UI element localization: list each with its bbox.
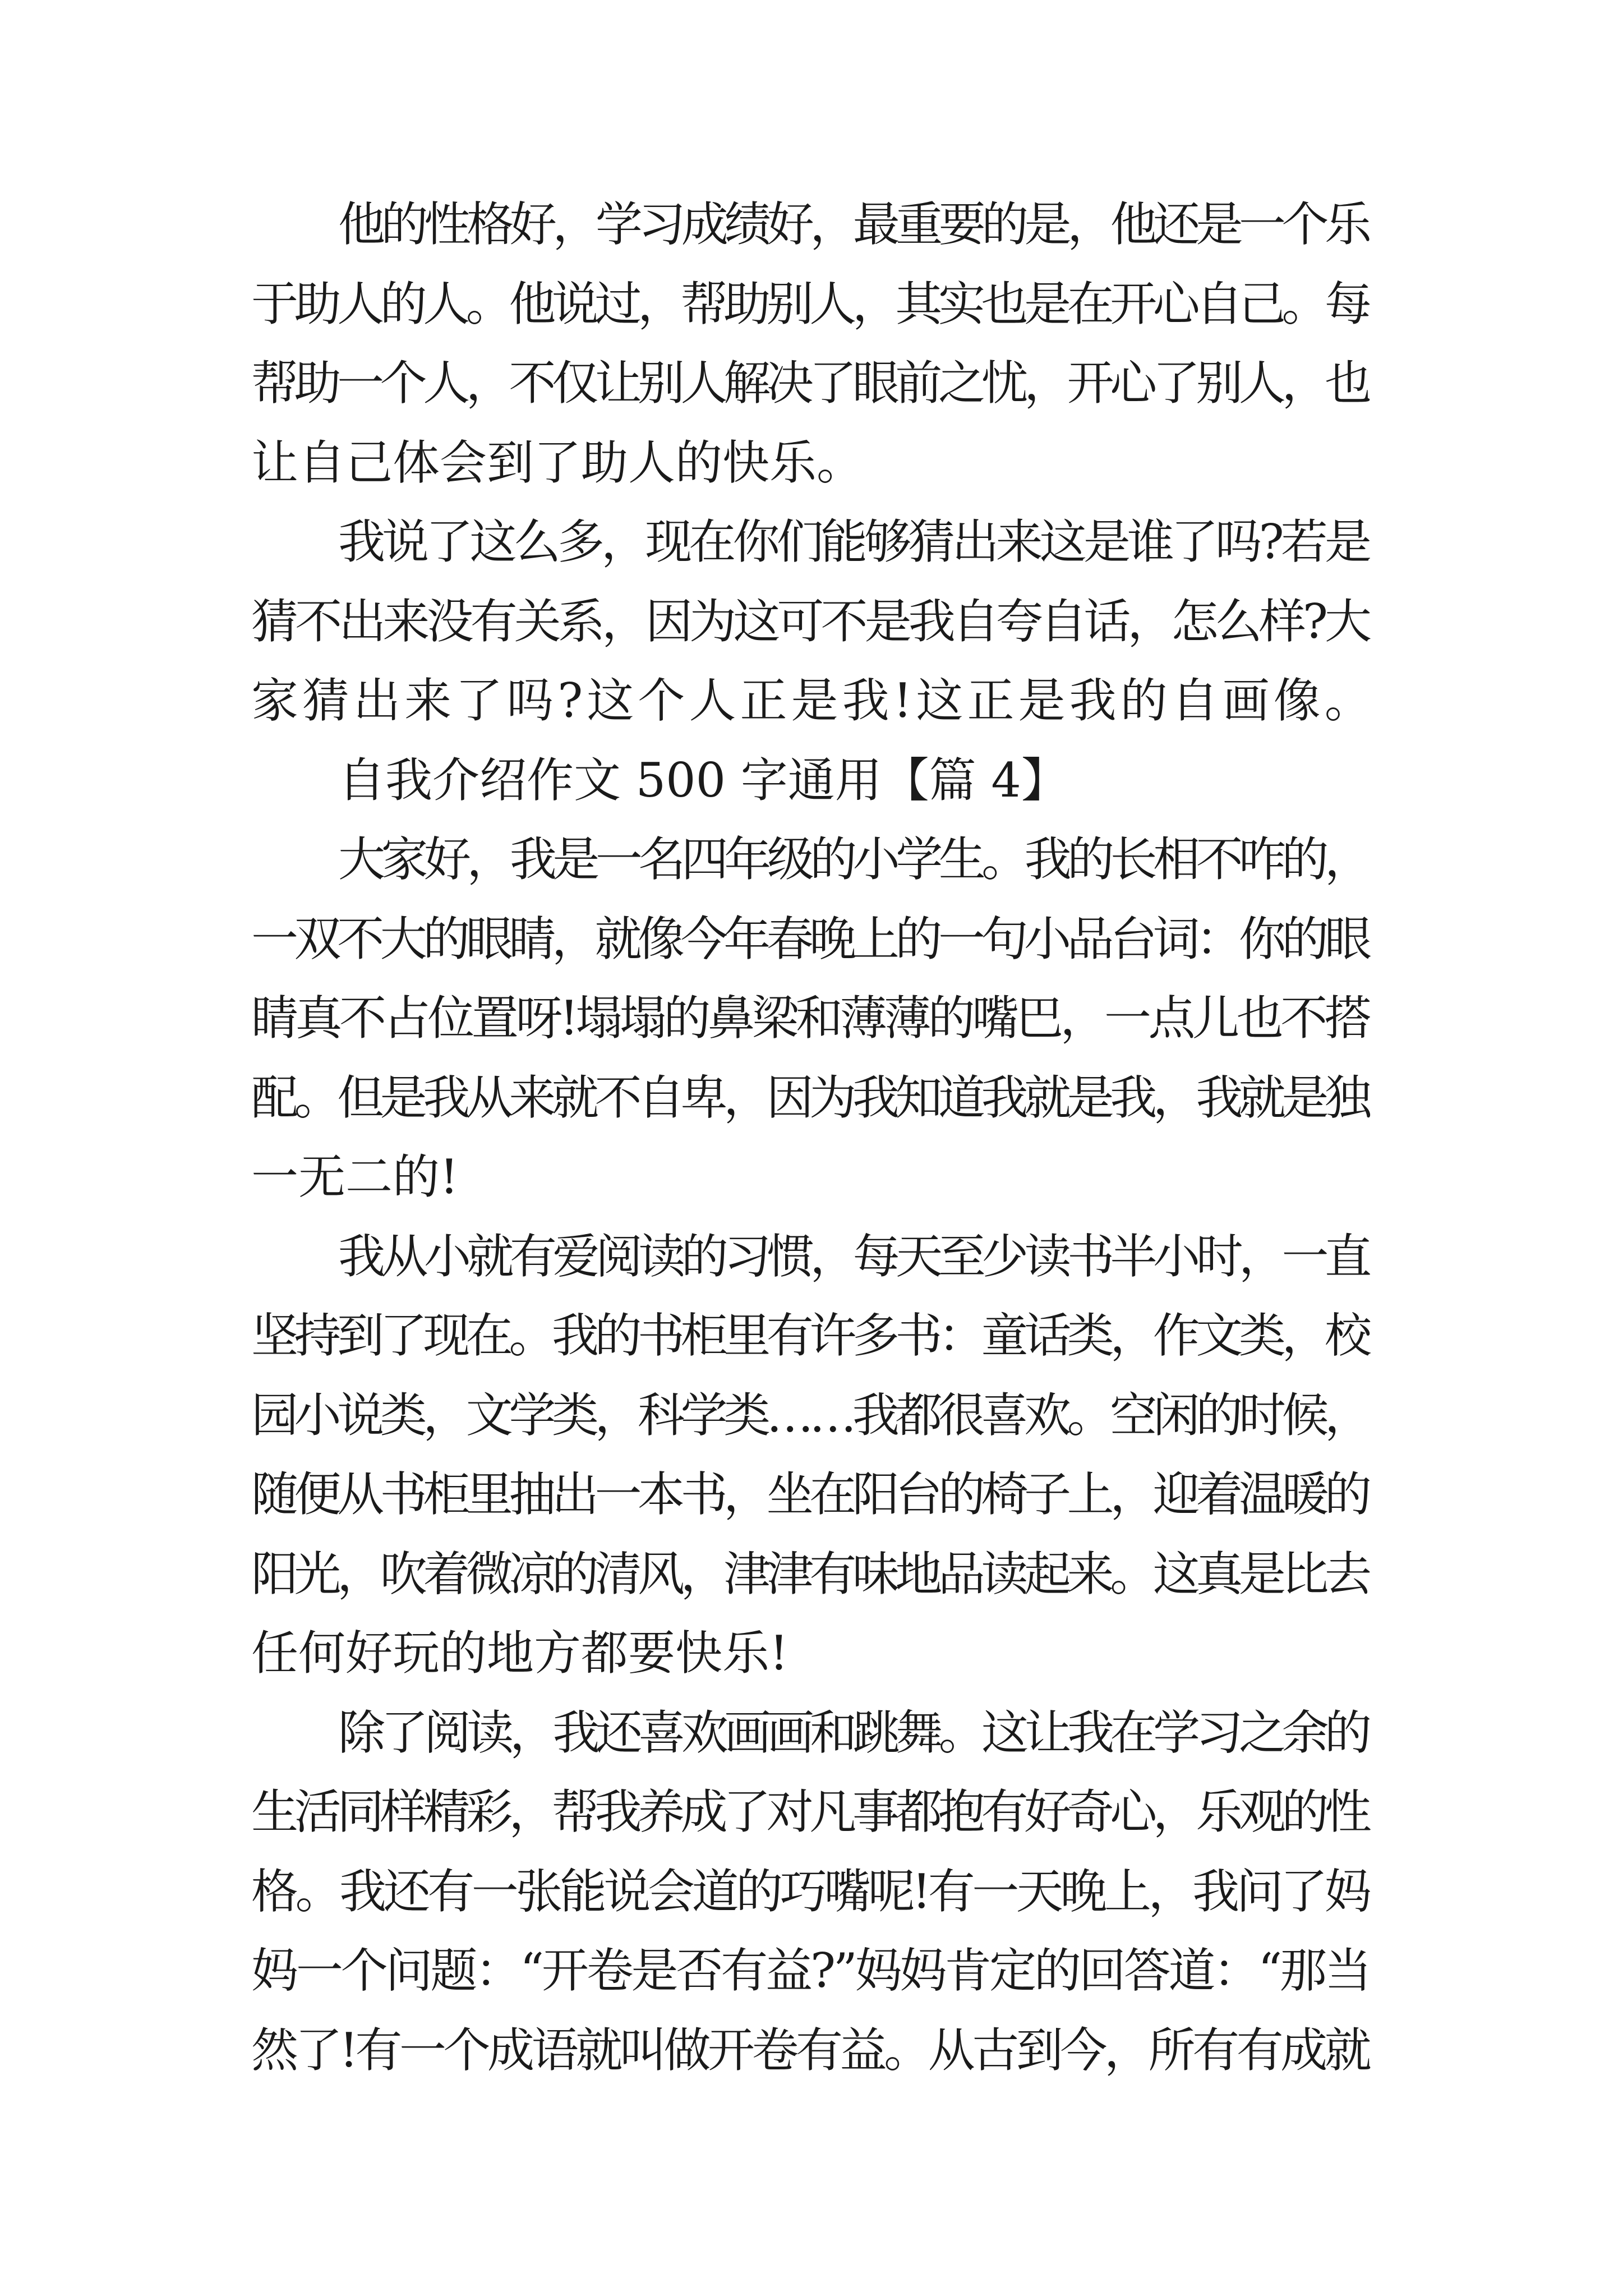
paragraph-line: 然了!有一个成语就叫做开卷有益。从古到今，所有有成就 <box>251 2022 1369 2078</box>
paragraph-line: 一无二的! <box>251 1149 459 1204</box>
paragraph-line: 我说了这么多，现在你们能够猜出来这是谁了吗?若是 <box>338 514 1369 569</box>
paragraph-line: 随便从书柜里抽出一本书，坐在阳台的椅子上，迎着温暖的 <box>251 1467 1368 1522</box>
paragraph-line: 他的性格好，学习成绩好，最重要的是，他还是一个乐 <box>338 197 1368 252</box>
paragraph-line: 家猜出来了吗?这个人正是我!这正是我的自画像。 <box>251 673 1376 728</box>
section-heading: 自我介绍作文 500 字通用【篇 4】 <box>338 752 1068 808</box>
paragraph-line: 我从小就有爱阅读的习惯，每天至少读书半小时，一直 <box>338 1228 1368 1284</box>
paragraph-line: 除了阅读，我还喜欢画画和跳舞。这让我在学习之余的 <box>338 1705 1368 1760</box>
paragraph-line: 生活同样精彩，帮我养成了对凡事都抱有好奇心，乐观的性 <box>251 1784 1368 1839</box>
paragraph-line: 一双不大的眼睛，就像今年春晚上的一句小品台词：你的眼 <box>251 911 1368 967</box>
paragraph-line: 让自己体会到了助人的快乐。 <box>251 435 864 490</box>
paragraph-line: 配。但是我从来就不自卑，因为我知道我就是我，我就是独 <box>251 1070 1368 1125</box>
paragraph-line: 睛真不占位置呀!塌塌的鼻梁和薄薄的嘴巴，一点儿也不搭 <box>251 991 1369 1046</box>
paragraph-line: 妈一个问题：“开卷是否有益?”妈妈肯定的回答道：“那当 <box>251 1943 1370 1998</box>
paragraph-line: 猜不出来没有关系，因为这可不是我自夸自话，怎么样?大 <box>251 593 1369 649</box>
paragraph-line: 阳光，吹着微凉的清风，津津有味地品读起来。这真是比去 <box>251 1546 1368 1602</box>
paragraph-line: 帮助一个人，不仅让别人解决了眼前之忧，开心了别人，也 <box>251 356 1368 411</box>
paragraph-line: 任何好玩的地方都要快乐! <box>251 1626 789 1681</box>
paragraph-line: 园小说类，文学类，科学类……我都很喜欢。空闲的时候， <box>251 1387 1368 1443</box>
paragraph-line: 于助人的人。他说过，帮助别人，其实也是在开心自己。每 <box>251 276 1368 332</box>
paragraph-line: 大家好，我是一名四年级的小学生。我的长相不咋的， <box>338 832 1368 887</box>
paragraph-line: 格。我还有一张能说会道的巧嘴呢!有一天晚上，我问了妈 <box>251 1864 1369 1919</box>
paragraph-line: 坚持到了现在。我的书柜里有许多书：童话类，作文类，校 <box>251 1308 1368 1363</box>
